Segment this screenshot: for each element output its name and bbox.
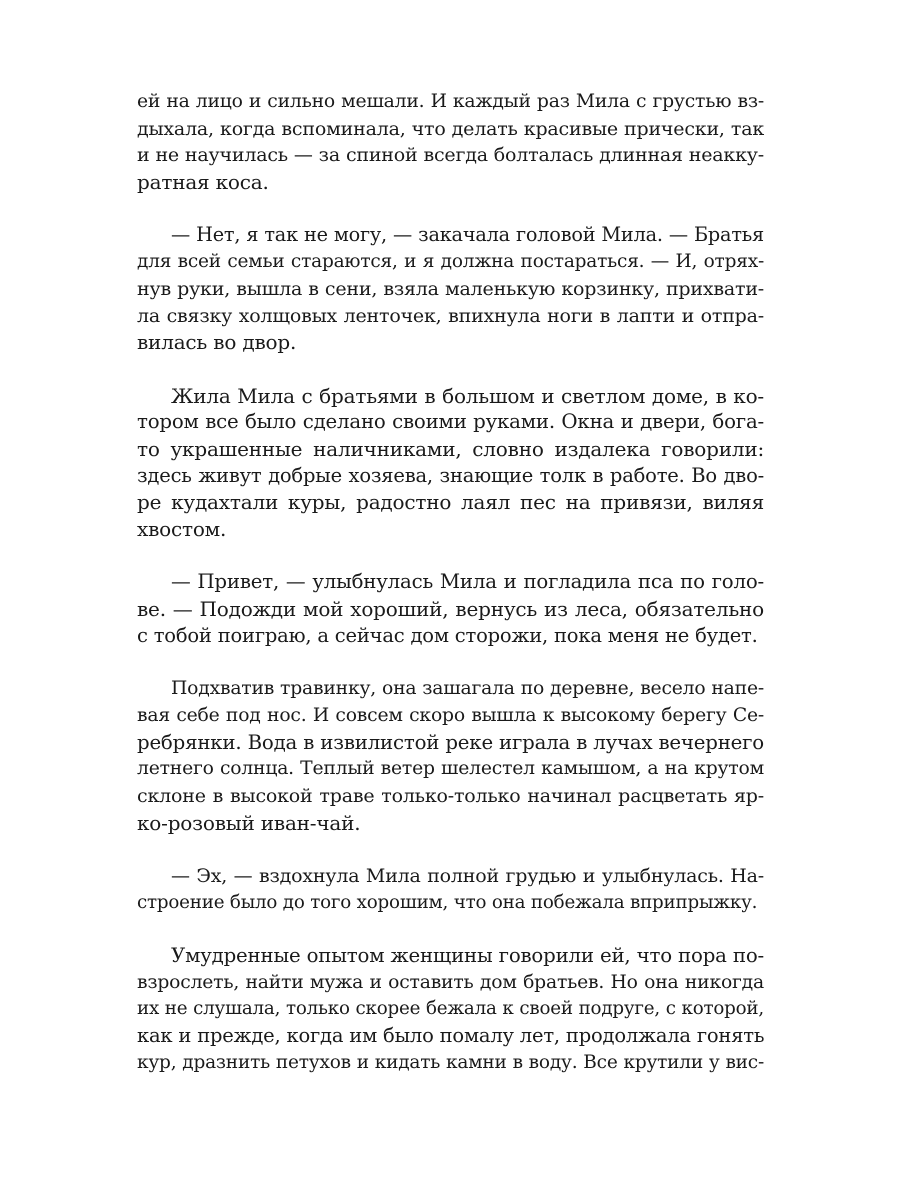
- text-line: склоне в высокой траве только-только начинал расцветать яр-: [137, 784, 764, 807]
- text-line: строение было до того хорошим, что она побежала вприпрыжку.: [137, 891, 758, 913]
- text-line: Умудренные опытом женщины говорили ей, что пора по-: [171, 944, 764, 967]
- text-line: ребрянки. Вода в извилистой реке играла в лучах вечернего: [137, 730, 764, 754]
- text-line: — Эх, — вздохнула Мила полной грудью и улыбнулась. На-: [171, 864, 764, 887]
- text-line: кур, дразнить петухов и кидать камни в воду. Все крутили у вис-: [137, 1051, 764, 1073]
- text-line: — Нет, я так не могу, — закачала головой Мила. — Братья: [171, 223, 764, 247]
- text-line: Подхватив травинку, она зашагала по деревне, весело напе-: [171, 678, 764, 700]
- paragraph-7: [137, 943, 764, 1076]
- text-line: здесь живут добрые хозяева, знающие толк в работе. Во дво-: [137, 463, 764, 487]
- text-line: нув руки, вышла в сени, взяла маленькую корзинку, прихвати-: [137, 277, 764, 300]
- text-line: Жила Мила с братьями в большом и светлом доме, в ко-: [171, 383, 764, 408]
- paragraph-4: [137, 569, 764, 649]
- text-line: тором все было сделано своими руками. Окна и двери, бога-: [137, 410, 764, 434]
- text-line: ко-розовый иван-чай.: [137, 810, 361, 835]
- page-text: [137, 89, 764, 1103]
- text-line: вилась во двор.: [137, 330, 297, 355]
- text-line: ве. — Подожди мой хороший, вернусь из леса, обязательно: [137, 597, 764, 622]
- text-line: летнего солнца. Теплый ветер шелестел камышом, а на крутом: [137, 758, 764, 780]
- text-line: с тобой поиграю, а сейчас дом сторожи, пока меня не будет.: [137, 623, 758, 647]
- paragraph-1: [137, 89, 764, 196]
- text-line: ла связку холщовых ленточек, впихнула ноги в лапти и отпра-: [137, 304, 764, 327]
- paragraph-5: [137, 676, 764, 836]
- text-line: ре кудахтали куры, радостно лаял пес на привязи, виляя: [137, 490, 764, 515]
- text-line: их не слушала, только скорее бежала к своей подруге, с которой,: [137, 998, 764, 1020]
- text-line: дыхала, когда вспоминала, что делать красивые прически, так: [137, 117, 764, 140]
- text-line: ей на лицо и сильно мешали. И каждый раз Мила с грустью вз-: [137, 91, 764, 112]
- text-line: взрослеть, найти мужа и оставить дом братьев. Но она никогда: [137, 971, 764, 993]
- paragraph-2: [137, 222, 764, 355]
- text-line: — Привет, — улыбнулась Мила и погладила пса по голо-: [171, 570, 764, 594]
- text-line: и не научилась — за спиной всегда болталась длинная неакку-: [137, 144, 764, 167]
- text-line: то украшенные наличниками, словно издалека говорили:: [137, 436, 764, 461]
- text-line: вая себе под нос. И совсем скоро вышла к высокому берегу Се-: [137, 704, 764, 726]
- text-line: для всей семьи стараются, и я должна постараться. — И, отрях-: [137, 251, 764, 273]
- text-line: ратная коса.: [137, 170, 269, 195]
- paragraph-6: [137, 863, 764, 916]
- text-line: хвостом.: [137, 517, 227, 541]
- paragraph-3: [137, 383, 764, 543]
- text-line: как и прежде, когда им было помалу лет, продолжала гонять: [137, 1024, 765, 1048]
